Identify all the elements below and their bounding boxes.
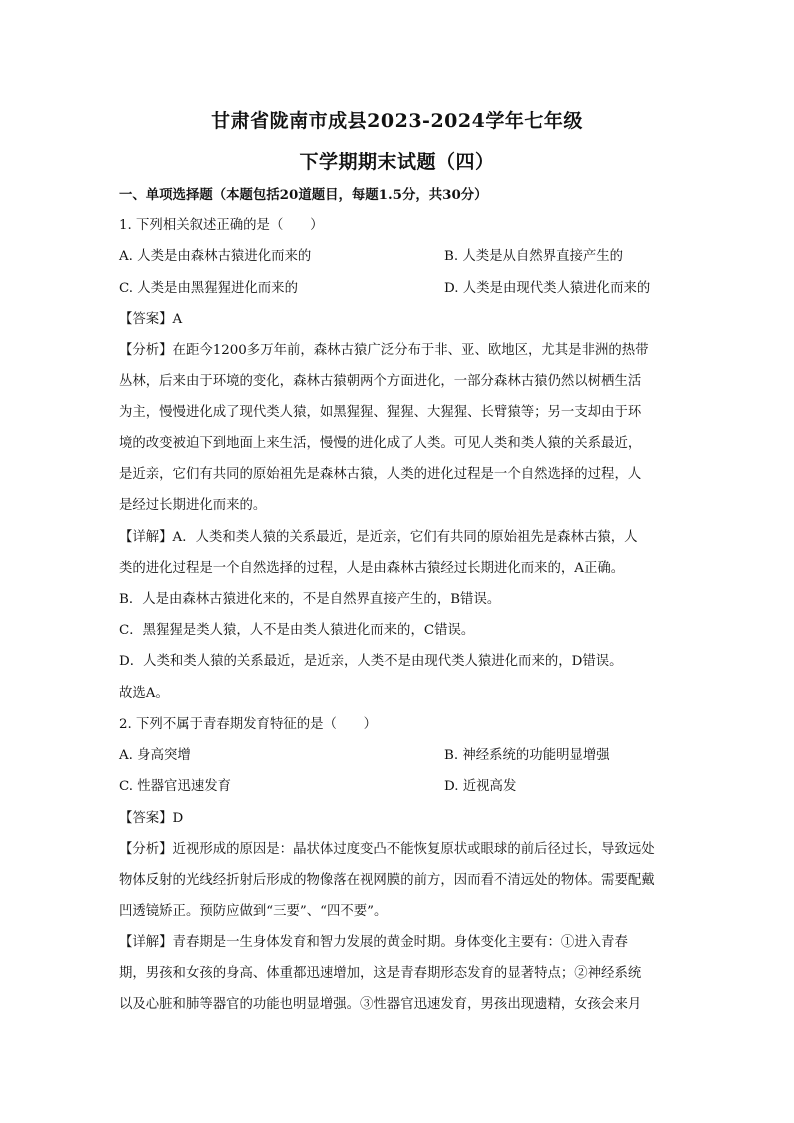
q2-answer: 【答案】D — [119, 811, 184, 826]
q1-analysis-line: 【分析】在距今1200多万年前，森林古猿广泛分布于非、亚、欧地区，尤其是非洲的热带 — [119, 343, 649, 358]
q1-stem: 1. 下列相关叙述正确的是（ ） — [119, 218, 324, 233]
q1-detail-line: 类的进化过程是一个自然选择的过程，人是由森林古猿经过长期进化而来的，A正确。 — [119, 561, 625, 576]
q2-option-b: B. 神经系统的功能明显增强 — [444, 748, 610, 763]
q1-analysis-line: 境的改变被迫下到地面上来生活，慢慢的进化成了人类。可见人类和类人猿的关系最近， — [119, 436, 642, 451]
q2-detail-line: 以及心脏和肺等器官的功能也明显增强。③性器官迅速发育，男孩出现遗精，女孩会来月 — [119, 997, 642, 1012]
document-title-line-2: 下学期期末试题（四） — [299, 151, 495, 173]
q1-detail-line: 【详解】A．人类和类人猿的关系最近，是近亲，它们有共同的原始祖先是森林古猿，人 — [119, 530, 638, 545]
q1-option-c: C. 人类是由黑猩猩进化而来的 — [119, 281, 298, 296]
q2-detail-line: 期，男孩和女孩的身高、体重都迅速增加，这是青春期形态发育的显著特点；②神经系统 — [119, 966, 642, 981]
q1-detail-line: D．人类和类人猿的关系最近，是近亲，人类不是由现代类人猿进化而来的，D错误。 — [119, 654, 623, 669]
q1-analysis-line: 是近亲，它们有共同的原始祖先是森林古猿，人类的进化过程是一个自然选择的过程，人 — [119, 467, 642, 482]
q1-analysis-line: 为主，慢慢进化成了现代类人猿，如黑猩猩、猩猩、大猩猩、长臂猿等；另一支却由于环 — [119, 405, 642, 420]
q1-detail-line: C．黑猩猩是类人猿，人不是由类人猿进化而来的，C错误。 — [119, 623, 475, 638]
q2-analysis-line: 凹透镜矫正。预防应做到“三要”、“四不要”。 — [119, 904, 388, 919]
document-title-line-1: 甘肃省陇南市成县2023-2024学年七年级 — [211, 110, 583, 132]
q2-detail-line: 【详解】青春期是一生身体发育和智力发展的黄金时期。身体变化主要有：①进入青春 — [119, 935, 628, 950]
q2-stem: 2. 下列不属于青春期发育特征的是（ ） — [119, 717, 378, 732]
q1-option-b: B. 人类是从自然界直接产生的 — [444, 249, 624, 264]
q1-answer: 【答案】A — [119, 312, 183, 327]
q1-detail-line: 故选A。 — [119, 686, 169, 701]
q1-analysis-line: 是经过长期进化而来的。 — [119, 498, 267, 513]
q1-option-a: A. 人类是由森林古猿进化而来的 — [119, 249, 312, 264]
q2-option-a: A. 身高突增 — [119, 748, 191, 763]
q1-analysis-line: 丛林，后来由于环境的变化，森林古猿朝两个方面进化，一部分森林古猿仍然以树栖生活 — [119, 374, 642, 389]
q2-analysis-line: 【分析】近视形成的原因是：晶状体过度变凸不能恢复原状或眼球的前后径过长，导致远处 — [119, 842, 655, 857]
q1-detail-line: B．人是由森林古猿进化来的，不是自然界直接产生的，B错误。 — [119, 592, 501, 607]
q2-analysis-line: 物体反射的光线经折射后形成的物像落在视网膜的前方，因而看不清远处的物体。需要配戴 — [119, 873, 655, 888]
q2-option-d: D. 近视高发 — [444, 779, 517, 794]
q2-option-c: C. 性器官迅速发育 — [119, 779, 232, 794]
section-heading: 一、单项选择题（本题包括20道题目，每题1.5分，共30分） — [119, 187, 488, 203]
q1-option-d: D. 人类是由现代类人猿进化而来的 — [444, 281, 651, 296]
